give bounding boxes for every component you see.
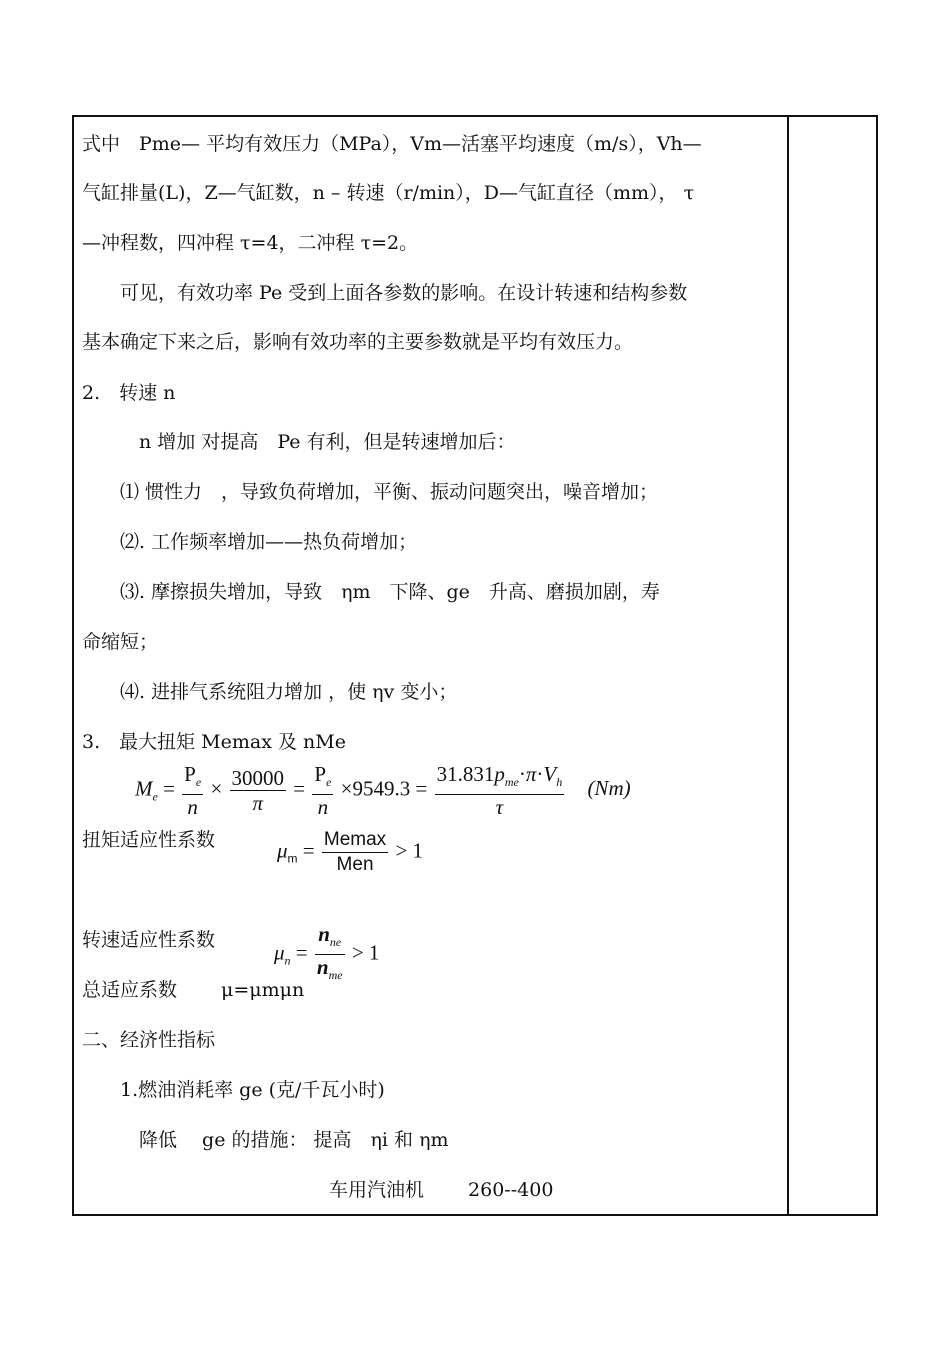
text-line: n 增加 对提高 Pe 有利，但是转速增加后： [82,431,516,453]
torque-coeff-formula: $\mu_m$ = $\frac{Memax}{\text{Men}}$ > 1 [277,829,424,875]
speed-coeff-formula: $\mu_n$ = $\frac{n_{ne}}{n_{me}}$ > 1 [274,922,380,983]
text-line: 可见，有效功率 Pe 受到上面各参数的影响。在设计转速和结构参数 [82,282,688,304]
text-line: 命缩短； [82,631,159,653]
text-line: 气缸排量(L)，Z—气缸数，n – 转速（r/min），D—气缸直径（mm）， τ [82,182,695,204]
list-item: ⑵. 工作频率增加——热负荷增加； [82,531,418,553]
section-heading: 2. 转速 n [82,382,176,404]
list-item: ⑷. 进排气系统阻力增加 ，使 ηv 变小； [82,681,458,703]
text-line: 降低 ge 的措施： 提高 ηi 和 ηm [82,1129,449,1151]
column-divider [787,117,789,1214]
text-line: 1.燃油消耗率 ge (克/千瓦小时) [82,1079,385,1101]
list-item: ⑶. 摩擦损失增加，导致 ηm 下降、ge 升高、磨损加剧，寿 [82,581,660,603]
list-item: ⑴ 惯性力 ，导致负荷增加，平衡、振动问题突出，噪音增加； [82,481,659,503]
section-heading: 3. 最大扭矩 Memax 及 nMe [82,731,346,753]
speed-coeff-label: 转速适应性系数 [82,929,216,951]
text-line: 式中 Pme— 平均有效压力（MPa），Vm—活塞平均速度（m/s），Vh— [82,133,702,155]
section-heading: 二、经济性指标 [82,1029,216,1051]
total-coeff-line: 总适应系数 μ=μmμn [82,979,305,1001]
torque-coeff-label: 扭矩适应性系数 [82,829,216,851]
text-line: —冲程数，四冲程 τ=4，二冲程 τ=2。 [82,232,419,254]
torque-formula: $M_e$ = $\frac{P_e}{n}$ × $\frac{30000}{\pi}$ = $\frac{P_e}{n}$ ×9549.3 = $\frac{31.831p_{me}\cdot\pi\cdot V_h}{\tau}$ (Nm) [135,762,631,820]
text-line: 基本确定下来之后，影响有效功率的主要参数就是平均有效压力。 [82,331,634,353]
text-line: 车用汽油机 260--400 [82,1179,554,1201]
